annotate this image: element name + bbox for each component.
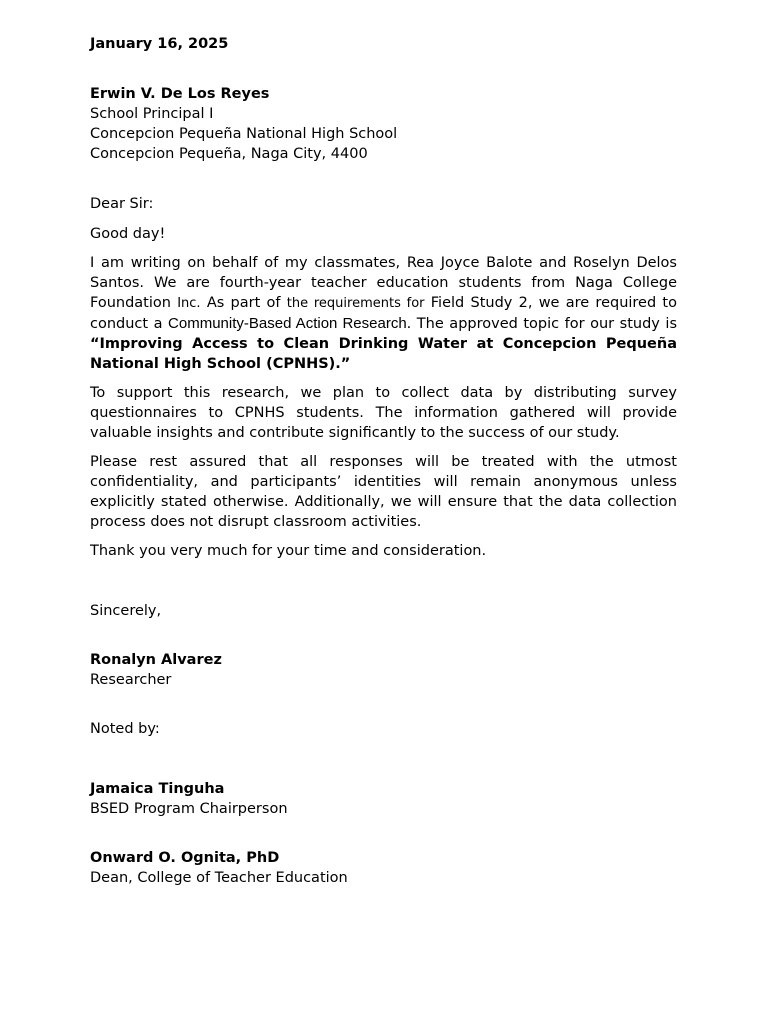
paragraph-confidentiality: Please rest assured that all responses will be treated with the utmost confidentiality, and participants’ identities will remain anonymous unless explicitly stated otherwise. Additionally, we will ensure that the data collection process does not disrupt classroom activities. <box>90 454 677 530</box>
letter-page <box>90 34 677 888</box>
paragraph-intro-part4: . The approved topic for our study is <box>406 316 677 332</box>
paragraph-intro-research-type: Community-Based Action Research <box>168 315 407 332</box>
notary-signature-block-1 <box>90 779 677 819</box>
noted-by-label: Noted by: <box>90 721 160 737</box>
recipient-title: School Principal I <box>90 106 214 122</box>
recipient-address: Concepcion Pequeña, Naga City, 4400 <box>90 146 368 162</box>
recipient-block <box>90 84 677 164</box>
paragraph-intro-requirements: the requirements for <box>286 296 425 311</box>
paragraph-data-collection: To support this research, we plan to collect data by distributing survey questionnaires to CPNHS students. The information gathered will provide valuable insights and contribute significantly to the success of our study. <box>90 385 677 441</box>
recipient-name: Erwin V. De Los Reyes <box>90 86 270 102</box>
sender-name: Ronalyn Alvarez <box>90 652 222 668</box>
paragraph-intro <box>90 253 677 374</box>
paragraph-intro-inc: Inc. <box>177 296 201 311</box>
thanks-line: Thank you very much for your time and consideration. <box>90 543 487 559</box>
paragraph-intro-part3: Field Study 2, we are required to conduct a <box>90 295 677 332</box>
recipient-school: Concepcion Pequeña National High School <box>90 126 398 142</box>
notary2-name: Onward O. Ognita, PhD <box>90 850 280 866</box>
notary2-role: Dean, College of Teacher Education <box>90 870 348 886</box>
notary1-name: Jamaica Tinguha <box>90 781 225 797</box>
greeting: Good day! <box>90 226 166 242</box>
paragraph-intro-part1: I am writing on behalf of my classmates, Rea Joyce Balote and Roselyn Delos Santos. We are fourth-year teacher education students from Naga College Foundation <box>90 255 677 311</box>
notary-signature-block-2 <box>90 848 677 888</box>
notary1-role: BSED Program Chairperson <box>90 801 288 817</box>
sender-role: Researcher <box>90 672 172 688</box>
letter-date: January 16, 2025 <box>90 36 229 52</box>
paragraph-intro-part2: As part of <box>200 295 287 311</box>
salutation: Dear Sir: <box>90 196 154 212</box>
closing: Sincerely, <box>90 603 162 619</box>
study-topic: “Improving Access to Clean Drinking Water at Concepcion Pequeña National High School (CPNHS).” <box>90 336 677 372</box>
sender-signature-block <box>90 650 677 690</box>
